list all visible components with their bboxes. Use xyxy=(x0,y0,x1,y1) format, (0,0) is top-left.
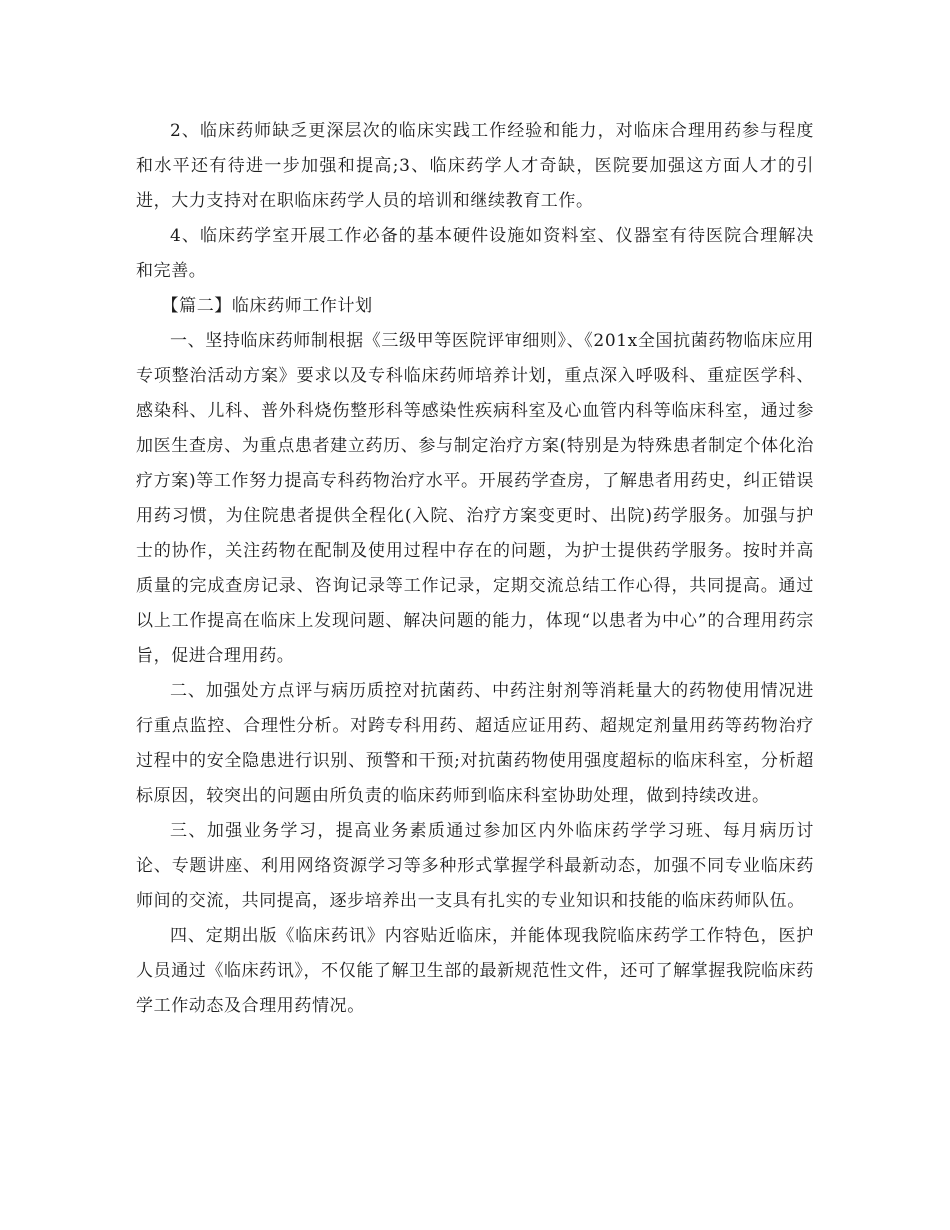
paragraph-plan-2: 二、加强处方点评与病历质控对抗菌药、中药注射剂等消耗量大的药物使用情况进行重点监控、合理性分析。对跨专科用药、超适应证用药、超规定剂量用药等药物治疗过程中的安全隐患进行识别、预警和干预;对抗菌药物使用强度超标的临床科室，分析超标原因，较突出的问题由所负责的临床药师到临床科室协助处理，做到持续改进。 xyxy=(136,681,814,806)
paragraph-plan-1: 一、坚持临床药师制根据《三级甲等医院评审细则》、《201x全国抗菌药物临床应用专项整治活动方案》要求以及专科临床药师培养计划，重点深入呼吸科、重症医学科、感染科、儿科、普外科烧伤整形科等感染性疾病科室及心血管内科等临床科室，通过参加医生查房、为重点患者建立药历、参与制定治疗方案(特别是为特殊患者制定个体化治疗方案)等工作努力提高专科药物治疗水平。开展药学查房，了解患者用药史，纠正错误用药习惯，为住院患者提供全程化(入院、治疗方案变更时、出院)药学服务。加强与护士的协作，关注药物在配制及使用过程中存在的问题，为护士提供药学服务。按时并高质量的完成查房记录、咨询记录等工作记录，定期交流总结工作心得，共同提高。通过以上工作提高在临床上发现问题、解决问题的能力，体现“以患者为中心”的合理用药宗旨，促进合理用药。 xyxy=(136,331,814,666)
paragraph-problem-4: 4、临床药学室开展工作必备的基本硬件设施如资料室、仪器室有待医院合理解决和完善。 xyxy=(136,226,814,281)
paragraph-plan-3: 三、加强业务学习，提高业务素质通过参加区内外临床药学学习班、每月病历讨论、专题讲座、利用网络资源学习等多种形式掌握学科最新动态，加强不同专业临床药师间的交流，共同提高，逐步培养出一支具有扎实的专业知识和技能的临床药师队伍。 xyxy=(136,821,814,911)
section-heading: 【篇二】临床药师工作计划 xyxy=(161,296,373,316)
paragraph-problem-2-3: 2、临床药师缺乏更深层次的临床实践工作经验和能力，对临床合理用药参与程度和水平还有待进一步加强和提高;3、临床药学人才奇缺，医院要加强这方面人才的引进，大力支持对在职临床药学人员的培训和继续教育工作。 xyxy=(136,121,814,211)
paragraph-plan-4: 四、定期出版《临床药讯》内容贴近临床，并能体现我院临床药学工作特色，医护人员通过《临床药讯》，不仅能了解卫生部的最新规范性文件，还可了解掌握我院临床药学工作动态及合理用药情况。 xyxy=(136,926,814,1016)
